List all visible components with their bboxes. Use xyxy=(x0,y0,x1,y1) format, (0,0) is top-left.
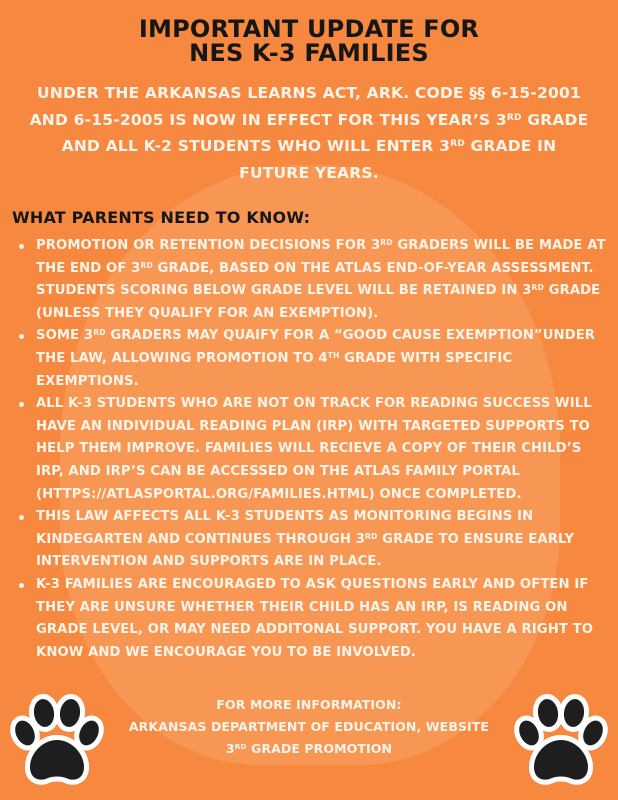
superscript: RD xyxy=(234,742,247,752)
footer-line-1: FOR MORE INFORMATION: xyxy=(216,697,402,712)
superscript: TH xyxy=(327,350,340,360)
superscript: RD xyxy=(140,260,153,270)
intro-text: GRADE xyxy=(521,110,589,129)
bullet-item xyxy=(14,574,609,664)
intro-line-4: FUTURE YEARS. xyxy=(239,163,379,182)
intro-line-2 xyxy=(6,107,612,134)
footer-text: GRADE PROMOTION xyxy=(246,741,393,756)
footer-text: 3 xyxy=(225,741,235,756)
intro-text: AND 6-15-2005 IS NOW IN EFFECT FOR THIS YEAR’S 3 xyxy=(29,110,507,129)
paw-print-icon xyxy=(512,688,610,788)
bullet-text: PROMOTION OR RETENTION DECISIONS FOR 3 xyxy=(36,238,381,253)
bullet-text: GRADERS WILL BE MADE AT THE END OF 3 xyxy=(36,238,606,276)
bullet-text: GRADE (UNLESS THEY QUALIFY FOR AN EXEMPTION). xyxy=(36,283,601,321)
bullet-text: GRADE, BASED ON THE ATLAS END-OF-YEAR ASSESSMENT. STUDENTS SCORING BELOW GRADE LEVEL WILL BE RETAINED IN 3 xyxy=(36,260,594,299)
bullet-item xyxy=(14,506,609,574)
superscript: RD xyxy=(450,139,465,150)
intro-line-3 xyxy=(6,133,612,160)
intro-line-1: UNDER THE ARKANSAS LEARNS ACT, ARK. CODE §§ 6-15-2001 xyxy=(37,84,581,102)
bullet-item xyxy=(14,325,609,393)
superscript: RD xyxy=(506,112,522,123)
superscript: RD xyxy=(93,328,106,338)
page-title xyxy=(0,17,618,65)
title-line-2: NES K-3 FAMILIES xyxy=(189,39,429,67)
bullet-text: GRADE WITH SPECIFIC EXEMPTIONS. xyxy=(36,350,513,389)
superscript: RD xyxy=(380,237,393,247)
paw-print-icon xyxy=(8,688,106,788)
bullet-text: GRADE TO ENSURE EARLY INTERVENTION AND SUPPORTS ARE IN PLACE. xyxy=(36,531,575,570)
bullet-item xyxy=(14,235,609,325)
bullet-text: K-3 FAMILIES ARE ENCOURAGED TO ASK QUESTIONS EARLY AND OFTEN IF THEY ARE UNSURE WHETHER THEIR CHILD HAS AN IRP, IS READING ON GRADE LEVEL, OR MAY NEED ADDITONAL SUPPORT. YOU HAVE A RIGHT TO KNOW AND WE ENCOURAGE YOU TO BE INVOLVED. xyxy=(36,576,594,660)
footer-line-2: ARKANSAS DEPARTMENT OF EDUCATION, WEBSITE xyxy=(128,719,490,734)
bullet-text: THIS LAW AFFECTS ALL K-3 STUDENTS AS MONITORING BEGINS IN KINDEGARTEN AND CONTINUES THROUGH 3 xyxy=(36,509,534,547)
bullet-text: ALL K-3 STUDENTS WHO ARE NOT ON TRACK FOR READING SUCCESS WILL HAVE AN INDIVIDUAL READING PLAN (IRP) WITH TARGETED SUPPORTS TO HELP THEM IMPROVE. FAMILIES WILL RECIEVE A COPY OF THEIR CHILD’S IRP, AND IRP’S CAN BE ACCESSED ON THE ATLAS FAMILY PORTAL (HTTPS://ATLASPORTAL.ORG/FAMILIES.HTML) ONCE COMPLETED. xyxy=(36,396,592,502)
superscript: RD xyxy=(531,282,544,292)
title-line-1: IMPORTANT UPDATE FOR xyxy=(138,15,480,43)
superscript: RD xyxy=(365,531,378,541)
intro-paragraph xyxy=(6,80,612,186)
bullet-list xyxy=(14,235,609,664)
intro-text: GRADE IN xyxy=(464,137,557,155)
bullet-text: GRADERS MAY QUAIFY FOR A “GOOD CAUSE EXEMPTION”UNDER THE LAW, ALLOWING PROMOTION TO 4 xyxy=(36,328,596,366)
bullet-text: SOME 3 xyxy=(36,328,94,344)
section-heading: WHAT PARENTS NEED TO KNOW: xyxy=(12,208,311,227)
intro-text: AND ALL K-2 STUDENTS WHO WILL ENTER 3 xyxy=(61,137,451,155)
bullet-item xyxy=(14,393,609,506)
